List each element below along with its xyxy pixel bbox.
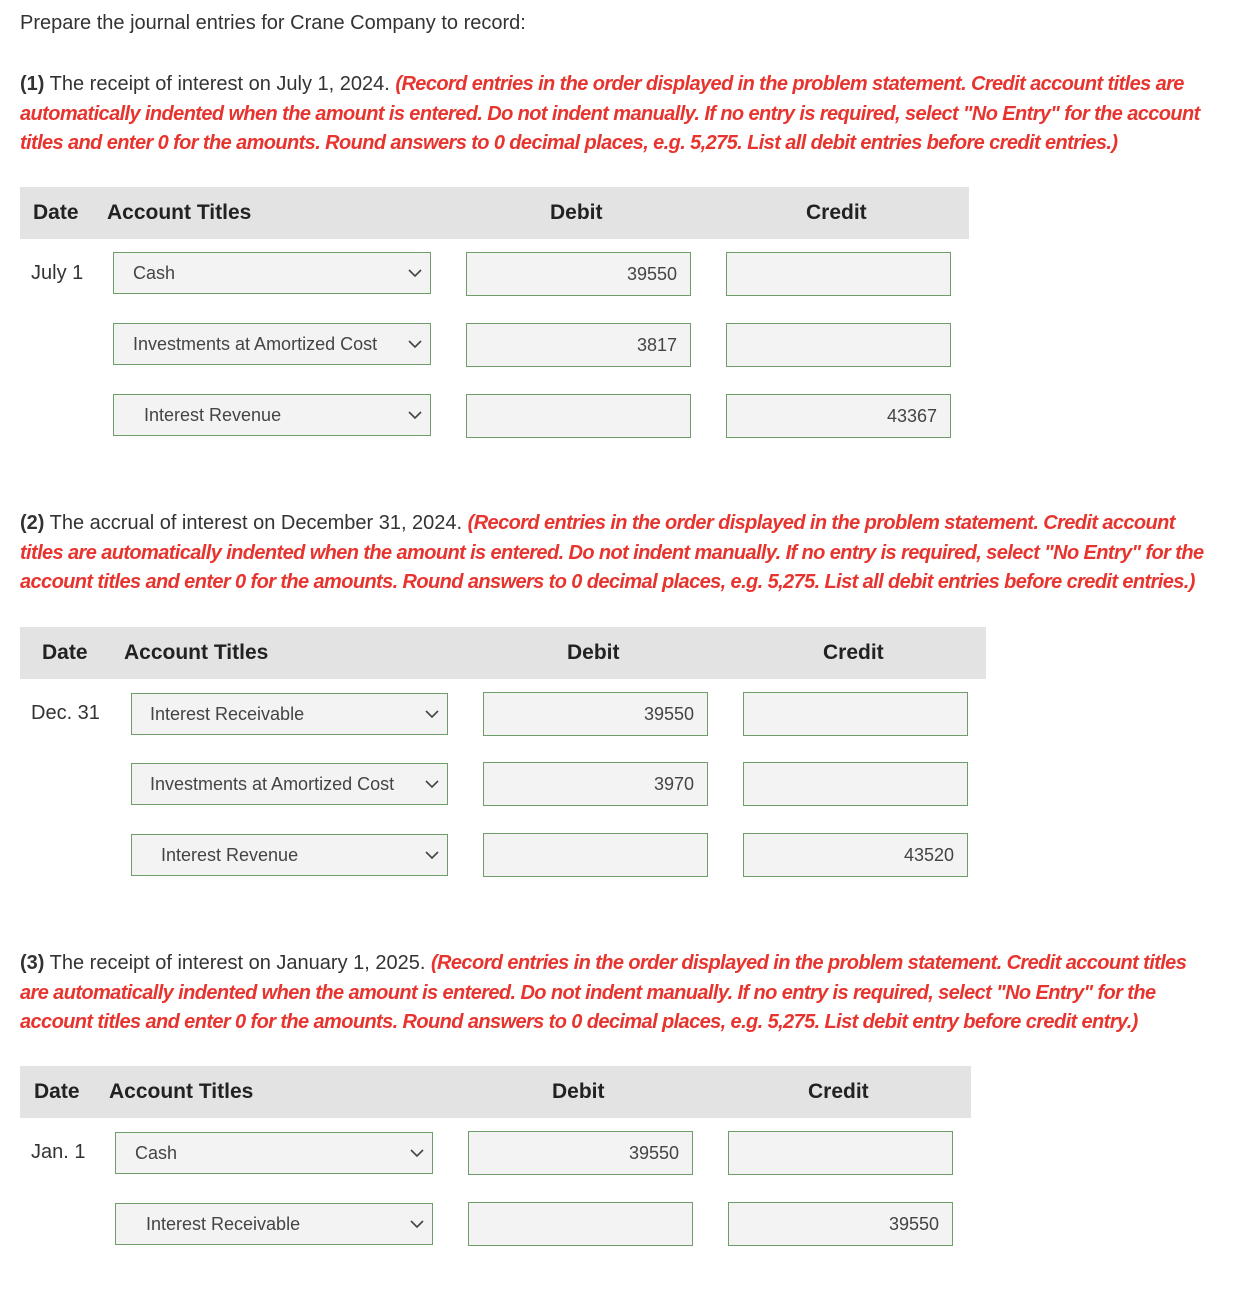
header-date: Date <box>34 1080 80 1103</box>
account-select[interactable] <box>113 394 431 436</box>
credit-input[interactable] <box>743 762 968 806</box>
header-date: Date <box>42 641 88 664</box>
credit-input[interactable]: 43520 <box>743 833 968 877</box>
part-2-date: Dec. 31 <box>31 702 100 724</box>
credit-input[interactable] <box>728 1131 953 1175</box>
header-credit: Credit <box>823 641 884 664</box>
debit-input[interactable]: 39550 <box>468 1131 693 1175</box>
part-1-number: (1) <box>20 73 45 95</box>
debit-input[interactable] <box>466 394 691 438</box>
debit-input[interactable]: 3970 <box>483 762 708 806</box>
chevron-down-icon <box>410 1146 424 1160</box>
credit-input[interactable] <box>726 323 951 367</box>
part-3-table-header <box>20 1066 971 1118</box>
part-2-prompt <box>20 509 1215 598</box>
part-3-text: The receipt of interest on January 1, 2025. <box>44 952 431 974</box>
account-select[interactable] <box>113 323 431 365</box>
account-select[interactable] <box>131 763 448 805</box>
header-debit: Debit <box>552 1080 605 1103</box>
part-2-instructions: (Record entries in the order displayed in the problem statement. Credit account titles are automatically indented when the amount is entered. Do not indent manually. If no entry is required, select "No Entry" for the account titles and enter 0 for the amounts. Round answers to 0 decimal places, e.g. 5,275. List all debit entries before credit entries.) <box>20 512 1204 593</box>
header-date: Date <box>33 201 79 224</box>
account-select-value: Interest Revenue <box>144 405 282 425</box>
account-select-value: Investments at Amortized Cost <box>150 774 395 794</box>
credit-input[interactable] <box>743 692 968 736</box>
part-1-text: The receipt of interest on July 1, 2024. <box>44 73 396 95</box>
header-credit: Credit <box>808 1080 869 1103</box>
chevron-down-icon <box>425 707 439 721</box>
part-1-prompt <box>20 70 1215 159</box>
credit-input[interactable]: 43367 <box>726 394 951 438</box>
credit-input[interactable] <box>726 252 951 296</box>
chevron-down-icon <box>425 777 439 791</box>
account-select[interactable] <box>131 834 448 876</box>
header-account-titles: Account Titles <box>124 641 269 664</box>
part-2-number: (2) <box>20 512 45 534</box>
header-account-titles: Account Titles <box>107 201 252 224</box>
part-3-prompt <box>20 949 1215 1038</box>
part-2-text: The accrual of interest on December 31, 2024. <box>44 512 468 534</box>
chevron-down-icon <box>410 1217 424 1231</box>
account-select-value: Cash <box>133 263 176 283</box>
account-select[interactable] <box>113 252 431 294</box>
account-select-value: Cash <box>135 1143 178 1163</box>
account-select[interactable] <box>131 693 448 735</box>
part-1-table-header <box>20 187 969 239</box>
debit-input[interactable] <box>483 833 708 877</box>
part-3-date: Jan. 1 <box>31 1141 86 1163</box>
account-select-value: Interest Revenue <box>161 845 299 865</box>
part-2-table-header <box>20 627 986 679</box>
part-3-number: (3) <box>20 952 45 974</box>
account-select-value: Interest Receivable <box>146 1214 301 1234</box>
credit-input[interactable]: 39550 <box>728 1202 953 1246</box>
account-select[interactable] <box>115 1203 433 1245</box>
debit-input[interactable]: 39550 <box>466 252 691 296</box>
header-debit: Debit <box>567 641 620 664</box>
account-select-value: Investments at Amortized Cost <box>133 334 378 354</box>
account-select[interactable] <box>115 1132 433 1174</box>
problem-intro: Prepare the journal entries for Crane Company to record: <box>20 12 526 34</box>
chevron-down-icon <box>408 266 422 280</box>
header-credit: Credit <box>806 201 867 224</box>
part-3-instructions: (Record entries in the order displayed in the problem statement. Credit account titles are automatically indented when the amount is entered. Do not indent manually. If no entry is required, select "No Entry" for the account titles and enter 0 for the amounts. Round answers to 0 decimal places, e.g. 5,275. List debit entry before credit entry.) <box>20 952 1187 1033</box>
chevron-down-icon <box>408 408 422 422</box>
header-account-titles: Account Titles <box>109 1080 254 1103</box>
part-1-date: July 1 <box>31 262 84 284</box>
account-select-value: Interest Receivable <box>150 704 305 724</box>
header-debit: Debit <box>550 201 603 224</box>
part-1-instructions: (Record entries in the order displayed in the problem statement. Credit account titles are automatically indented when the amount is entered. Do not indent manually. If no entry is required, select "No Entry" for the account titles and enter 0 for the amounts. Round answers to 0 decimal places, e.g. 5,275. List all debit entries before credit entries.) <box>20 73 1200 154</box>
debit-input[interactable]: 3817 <box>466 323 691 367</box>
debit-input[interactable]: 39550 <box>483 692 708 736</box>
debit-input[interactable] <box>468 1202 693 1246</box>
chevron-down-icon <box>425 848 439 862</box>
chevron-down-icon <box>408 337 422 351</box>
